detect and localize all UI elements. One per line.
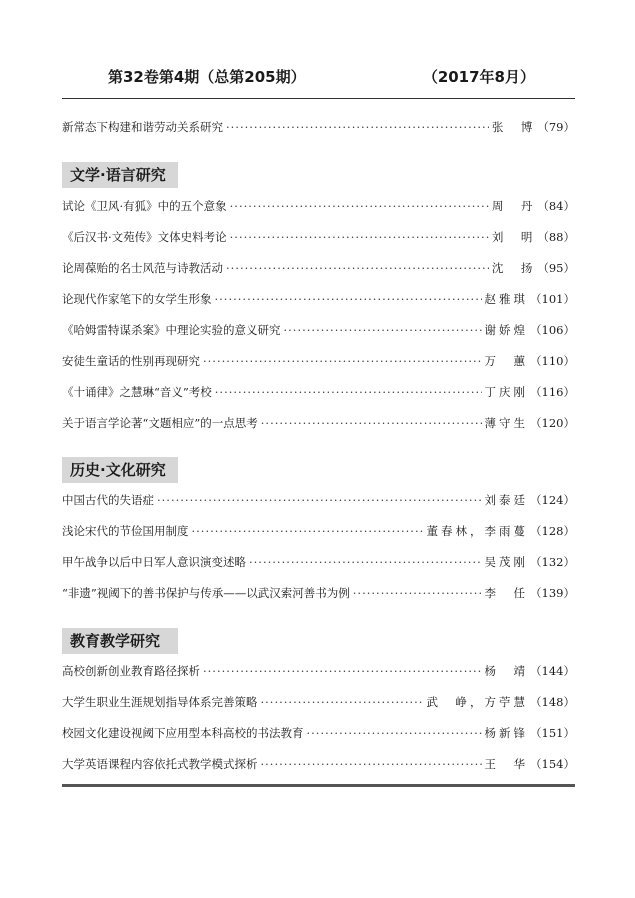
entry-title: 论周葆贻的名士风范与诗教活动 — [62, 261, 223, 275]
entry-title: 关于语言学论著“文题相应”的一点思考 — [62, 416, 258, 430]
dot-leader — [307, 724, 482, 742]
entry-title: 《十诵律》之慧琳“音义”考校 — [62, 385, 212, 399]
dot-leader — [203, 662, 482, 680]
dot-leader — [226, 259, 489, 277]
toc-entry[interactable] — [62, 693, 575, 711]
dot-leader — [249, 553, 482, 571]
entry-page: （120） — [530, 416, 575, 430]
entry-page: （151） — [530, 726, 575, 740]
entry-page: （88） — [537, 230, 575, 244]
header-rule — [62, 98, 575, 99]
entry-author: 丁庆刚 — [484, 385, 529, 399]
entry-author: 吴茂刚 — [484, 555, 529, 569]
entry-page: （84） — [537, 199, 575, 213]
entry-author: 王 华 — [484, 757, 529, 771]
toc-entry[interactable] — [62, 197, 575, 215]
entry-page: （106） — [530, 323, 575, 337]
toc-entry[interactable] — [62, 352, 575, 370]
entry-author: 谢娇煌 — [484, 323, 529, 337]
entry-title: 高校创新创业教育路径探析 — [62, 664, 200, 678]
toc-entry[interactable] — [62, 724, 575, 742]
entry-title: 《哈姆雷特谋杀案》中理论实验的意义研究 — [62, 323, 281, 337]
entry-title: 大学英语课程内容依托式教学模式探析 — [62, 757, 258, 771]
dot-leader — [192, 522, 424, 540]
dot-leader — [215, 290, 482, 308]
dot-leader — [261, 693, 424, 711]
entry-author: 周 丹 — [491, 199, 536, 213]
entry-page: （132） — [530, 555, 575, 569]
entry-title: 甲午战争以后中日军人意识演变述略 — [62, 555, 246, 569]
dot-leader — [230, 228, 489, 246]
entry-page: （139） — [530, 586, 575, 600]
section-heading-education: 教育教学研究 — [62, 628, 178, 654]
section-heading-literature: 文学·语言研究 — [62, 162, 178, 188]
footer-rule — [62, 784, 575, 787]
toc-entry[interactable] — [62, 321, 575, 339]
entry-title: “非遗”视阈下的善书保护与传承——以武汉索河善书为例 — [62, 586, 350, 600]
dot-leader — [261, 755, 482, 773]
dot-leader — [215, 383, 482, 401]
entry-page: （124） — [530, 493, 575, 507]
dot-leader — [157, 491, 482, 509]
entry-page: （144） — [530, 664, 575, 678]
entry-page: （79） — [537, 120, 575, 134]
entry-title: 浅论宋代的节俭国用制度 — [62, 524, 189, 538]
toc-entry[interactable] — [62, 259, 575, 277]
entry-author: 万 蕙 — [484, 354, 529, 368]
entry-page: （110） — [530, 354, 575, 368]
entry-title: 试论《卫风·有狐》中的五个意象 — [62, 199, 227, 213]
toc-entry[interactable] — [62, 118, 575, 136]
entry-author: 杨新锋 — [484, 726, 529, 740]
section-heading-history: 历史·文化研究 — [62, 457, 178, 483]
volume-issue: 第32卷第4期（总第205期） — [108, 68, 306, 86]
entry-title: 《后汉书·文苑传》文体史料考论 — [62, 230, 227, 244]
dot-leader — [203, 352, 482, 370]
entry-title: 校园文化建设视阈下应用型本科高校的书法教育 — [62, 726, 304, 740]
toc-entry[interactable] — [62, 491, 575, 509]
toc-entry[interactable] — [62, 755, 575, 773]
dot-leader — [226, 118, 489, 136]
dot-leader — [230, 197, 489, 215]
entry-author: 杨 靖 — [484, 664, 529, 678]
entry-title: 新常态下构建和谐劳动关系研究 — [62, 120, 223, 134]
toc-entry[interactable] — [62, 290, 575, 308]
entry-page: （95） — [537, 261, 575, 275]
entry-author: 薄守生 — [484, 416, 529, 430]
toc-entry[interactable] — [62, 383, 575, 401]
toc-entry[interactable] — [62, 228, 575, 246]
entry-author: 刘 明 — [491, 230, 536, 244]
toc-entry[interactable] — [62, 522, 575, 540]
dot-leader — [284, 321, 482, 339]
toc-entry[interactable] — [62, 553, 575, 571]
entry-author: 张 博 — [491, 120, 536, 134]
entry-author: 武 峥，方苧慧 — [426, 695, 529, 709]
entry-page: （148） — [530, 695, 575, 709]
entry-page: （101） — [530, 292, 575, 306]
issue-date: （2017年8月） — [422, 68, 535, 86]
entry-title: 论现代作家笔下的女学生形象 — [62, 292, 212, 306]
toc-entry[interactable] — [62, 414, 575, 432]
entry-page: （154） — [530, 757, 575, 771]
entry-author: 李 任 — [484, 586, 529, 600]
entry-title: 安徒生童话的性别再现研究 — [62, 354, 200, 368]
entry-title: 大学生职业生涯规划指导体系完善策略 — [62, 695, 258, 709]
dot-leader — [353, 584, 482, 602]
entry-author: 刘泰廷 — [484, 493, 529, 507]
entry-author: 赵雅琪 — [484, 292, 529, 306]
entry-author: 沈 扬 — [491, 261, 536, 275]
entry-page: （116） — [530, 385, 575, 399]
entry-title: 中国古代的失语症 — [62, 493, 154, 507]
entry-author: 董春林，李雨蔓 — [426, 524, 529, 538]
toc-entry[interactable] — [62, 584, 575, 602]
toc-entry[interactable] — [62, 662, 575, 680]
entry-page: （128） — [530, 524, 575, 538]
dot-leader — [261, 414, 482, 432]
page-header — [62, 66, 575, 88]
